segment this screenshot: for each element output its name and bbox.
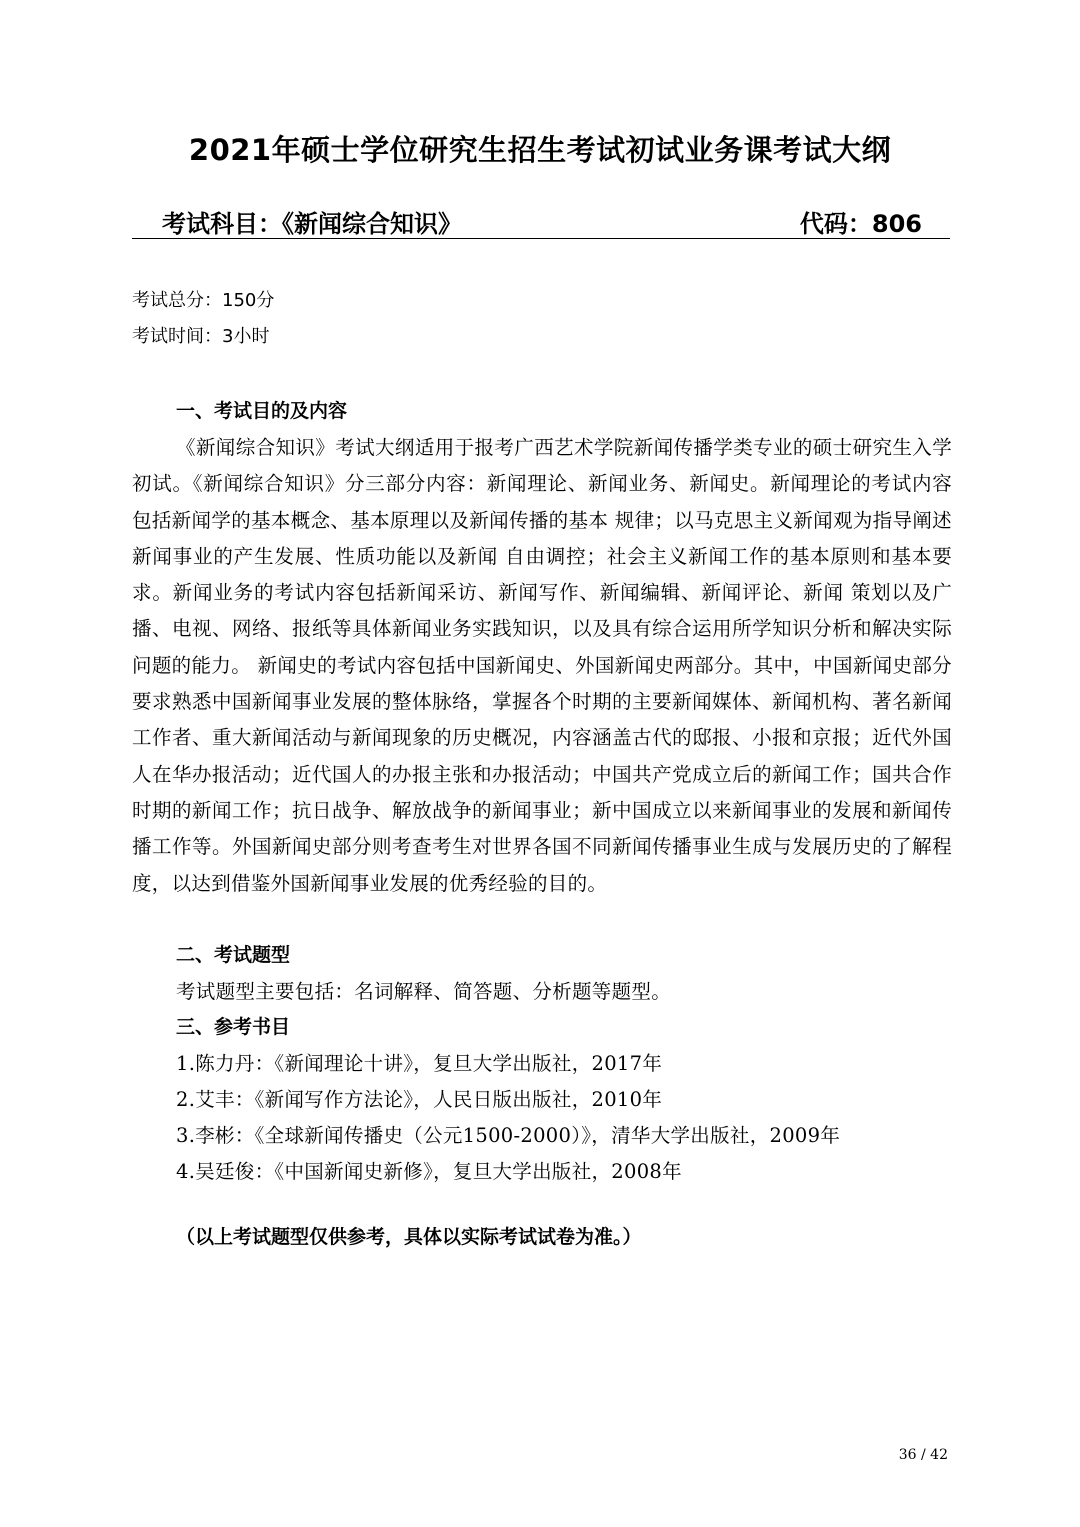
section-heading-question-types: 二、考试题型 [176, 944, 291, 966]
section-heading-references: 三、参考书目 [176, 1016, 291, 1038]
section-body-question-types: 考试题型主要包括：名词解释、简答题、分析题等题型。 [176, 980, 672, 1003]
footnote: （以上考试题型仅供参考，具体以实际考试试卷为准。） [176, 1226, 642, 1248]
page-number: 36 / 42 [898, 1447, 948, 1463]
exam-subject: 考试科目：《新闻综合知识》 [162, 210, 462, 238]
section-heading-content: 一、考试目的及内容 [176, 400, 348, 422]
reference-item: 1.陈力丹：《新闻理论十讲》，复旦大学出版社，2017年 [176, 1052, 663, 1075]
reference-item: 4.吴廷俊：《中国新闻史新修》，复旦大学出版社，2008年 [176, 1160, 682, 1183]
section-body-content: 《新闻综合知识》考试大纲适用于报考广西艺术学院新闻传播学类专业的硕士研究生入学初试。《新闻综合知识》分三部分内容：新闻理论、新闻业务、新闻史。新闻理论的考试内容包括新闻学的基本概念、基本原理以及新闻传播的基本 规律；以马克思主义新闻观为指导阐述新闻事业的产生发展、性质功能以及新闻 自由调控；社会主义新闻工作的基本原则和基本要求。新闻业务的考试内容包括新闻采访、新闻写作、新闻编辑、新闻评论、新闻 策划以及广播、电视、网络、报纸等具体新闻业务实践知识，以及具有综合运用所学知识分析和解决实际问题的能力。 新闻史的考试内容包括中国新闻史、外国新闻史两部分。其中，中国新闻史部分要求熟悉中国新闻事业发展的整体脉络，掌握各个时期的主要新闻媒体、新闻机构、著名新闻工作者、重大新闻活动与新闻现象的历史概况，内容涵盖古代的邸报、小报和京报；近代外国人在华办报活动；近代国人的办报主张和办报活动；中国共产党成立后的新闻工作；国共合作时期的新闻工作；抗日战争、解放战争的新闻事业；新中国成立以来新闻事业的发展和新闻传播工作等。外国新闻史部分则考查考生对世界各国不同新闻传播事业生成与发展历史的了解程度，以达到借鉴外国新闻事业发展的优秀经验的目的。 [132, 436, 952, 895]
total-score: 考试总分：150分 [132, 290, 275, 311]
subject-code: 代码：806 [799, 210, 922, 238]
subject-line [132, 204, 950, 239]
document-title: 2021年硕士学位研究生招生考试初试业务课考试大纲 [188, 133, 892, 167]
exam-duration: 考试时间：3小时 [132, 326, 270, 347]
reference-item: 3.李彬：《全球新闻传播史（公元1500-2000）》，清华大学出版社，2009年 [176, 1124, 841, 1147]
reference-item: 2.艾丰：《新闻写作方法论》，人民日版出版社，2010年 [176, 1088, 663, 1111]
